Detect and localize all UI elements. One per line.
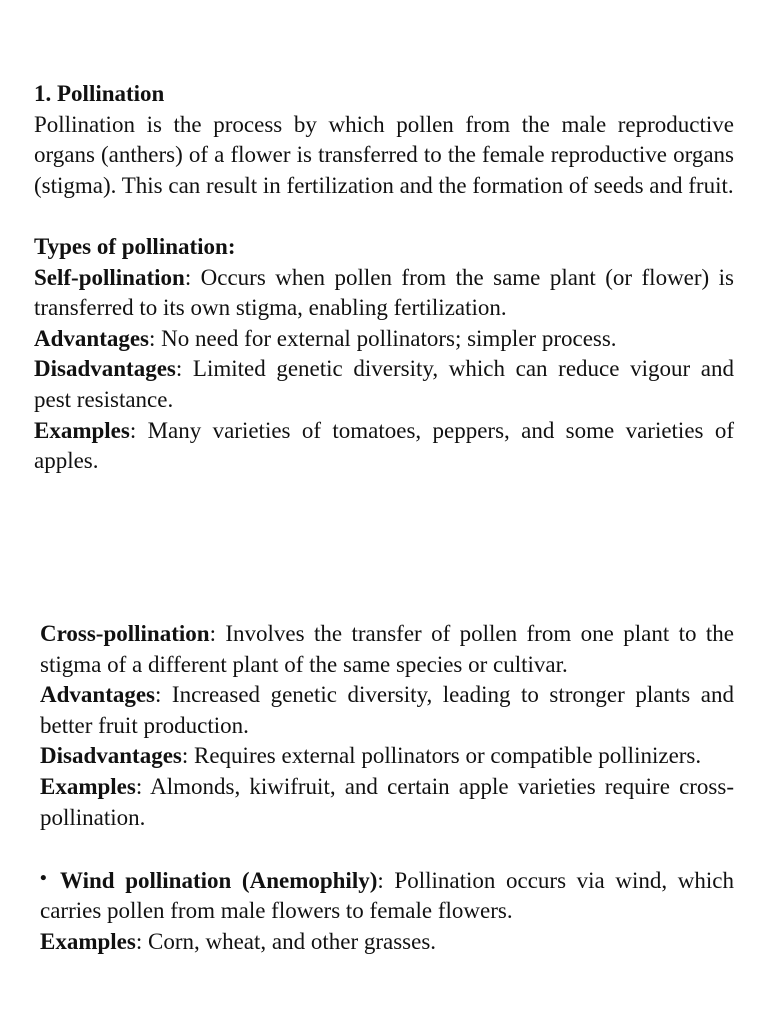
disadvantages-text: : Requires external pollinators or compatible pollinizers. [181,743,702,769]
advantages-text: : Increased genetic diversity, leading to stronger plants and better fruit production. [40,682,734,738]
cross-pollination-paragraph [40,619,734,680]
disadvantages-label: Disadvantages [40,743,182,769]
wind-pollination-term: Wind pollination (Anemophily) [60,867,378,893]
examples-text: : Almonds, kiwifruit, and certain apple varieties require cross-pollination. [40,773,734,830]
cross-disadvantages [40,741,734,772]
self-pollination-text: : Occurs when pollen from the same plant (or flower) is transferred to its own stigma, enabling fertilization. [34,264,734,321]
cross-examples [40,772,734,833]
section-title: 1. Pollination [34,81,165,106]
bullet-icon: • [40,867,47,889]
self-advantages [34,324,734,355]
self-examples [34,416,734,477]
cross-pollination-text: : Involves the transfer of pollen from one plant to the stigma of a different plant of the same species or cultivar. [40,621,734,677]
self-pollination-term: Self-pollination [34,264,185,290]
self-disadvantages [34,354,734,415]
wind-pollination-text: : Pollination occurs via wind, which carries pollen from male flowers to female flowers. [40,867,734,924]
examples-text: : Many varieties of tomatoes, peppers, and some varieties of apples. [34,417,734,474]
advantages-text: : No need for external pollinators; simpler process. [149,325,617,351]
types-heading: Types of pollination: [34,233,236,259]
wind-pollination-item [40,864,734,927]
disadvantages-label: Disadvantages [34,356,176,382]
examples-label: Examples [40,773,136,799]
examples-text: : Corn, wheat, and other grasses. [135,928,437,954]
section-pollination [34,79,734,477]
examples-label: Examples [40,928,136,954]
advantages-label: Advantages [34,325,150,351]
self-pollination-paragraph [34,263,734,324]
wind-examples [40,927,734,958]
cross-pollination-term: Cross-pollination [40,621,210,646]
intro-paragraph: Pollination is the process by which pollen from the male reproductive organs (anthers) of a flower is transferred to the female reproductive organs (stigma). This can result in fertilization and the formation of seeds and fruit. [34,111,734,198]
disadvantages-text: : Limited genetic diversity, which can reduce vigour and pest resistance. [34,356,734,412]
examples-label: Examples [34,417,130,443]
cross-advantages [40,680,734,741]
section-cross-pollination [40,619,734,958]
advantages-label: Advantages [40,682,156,708]
